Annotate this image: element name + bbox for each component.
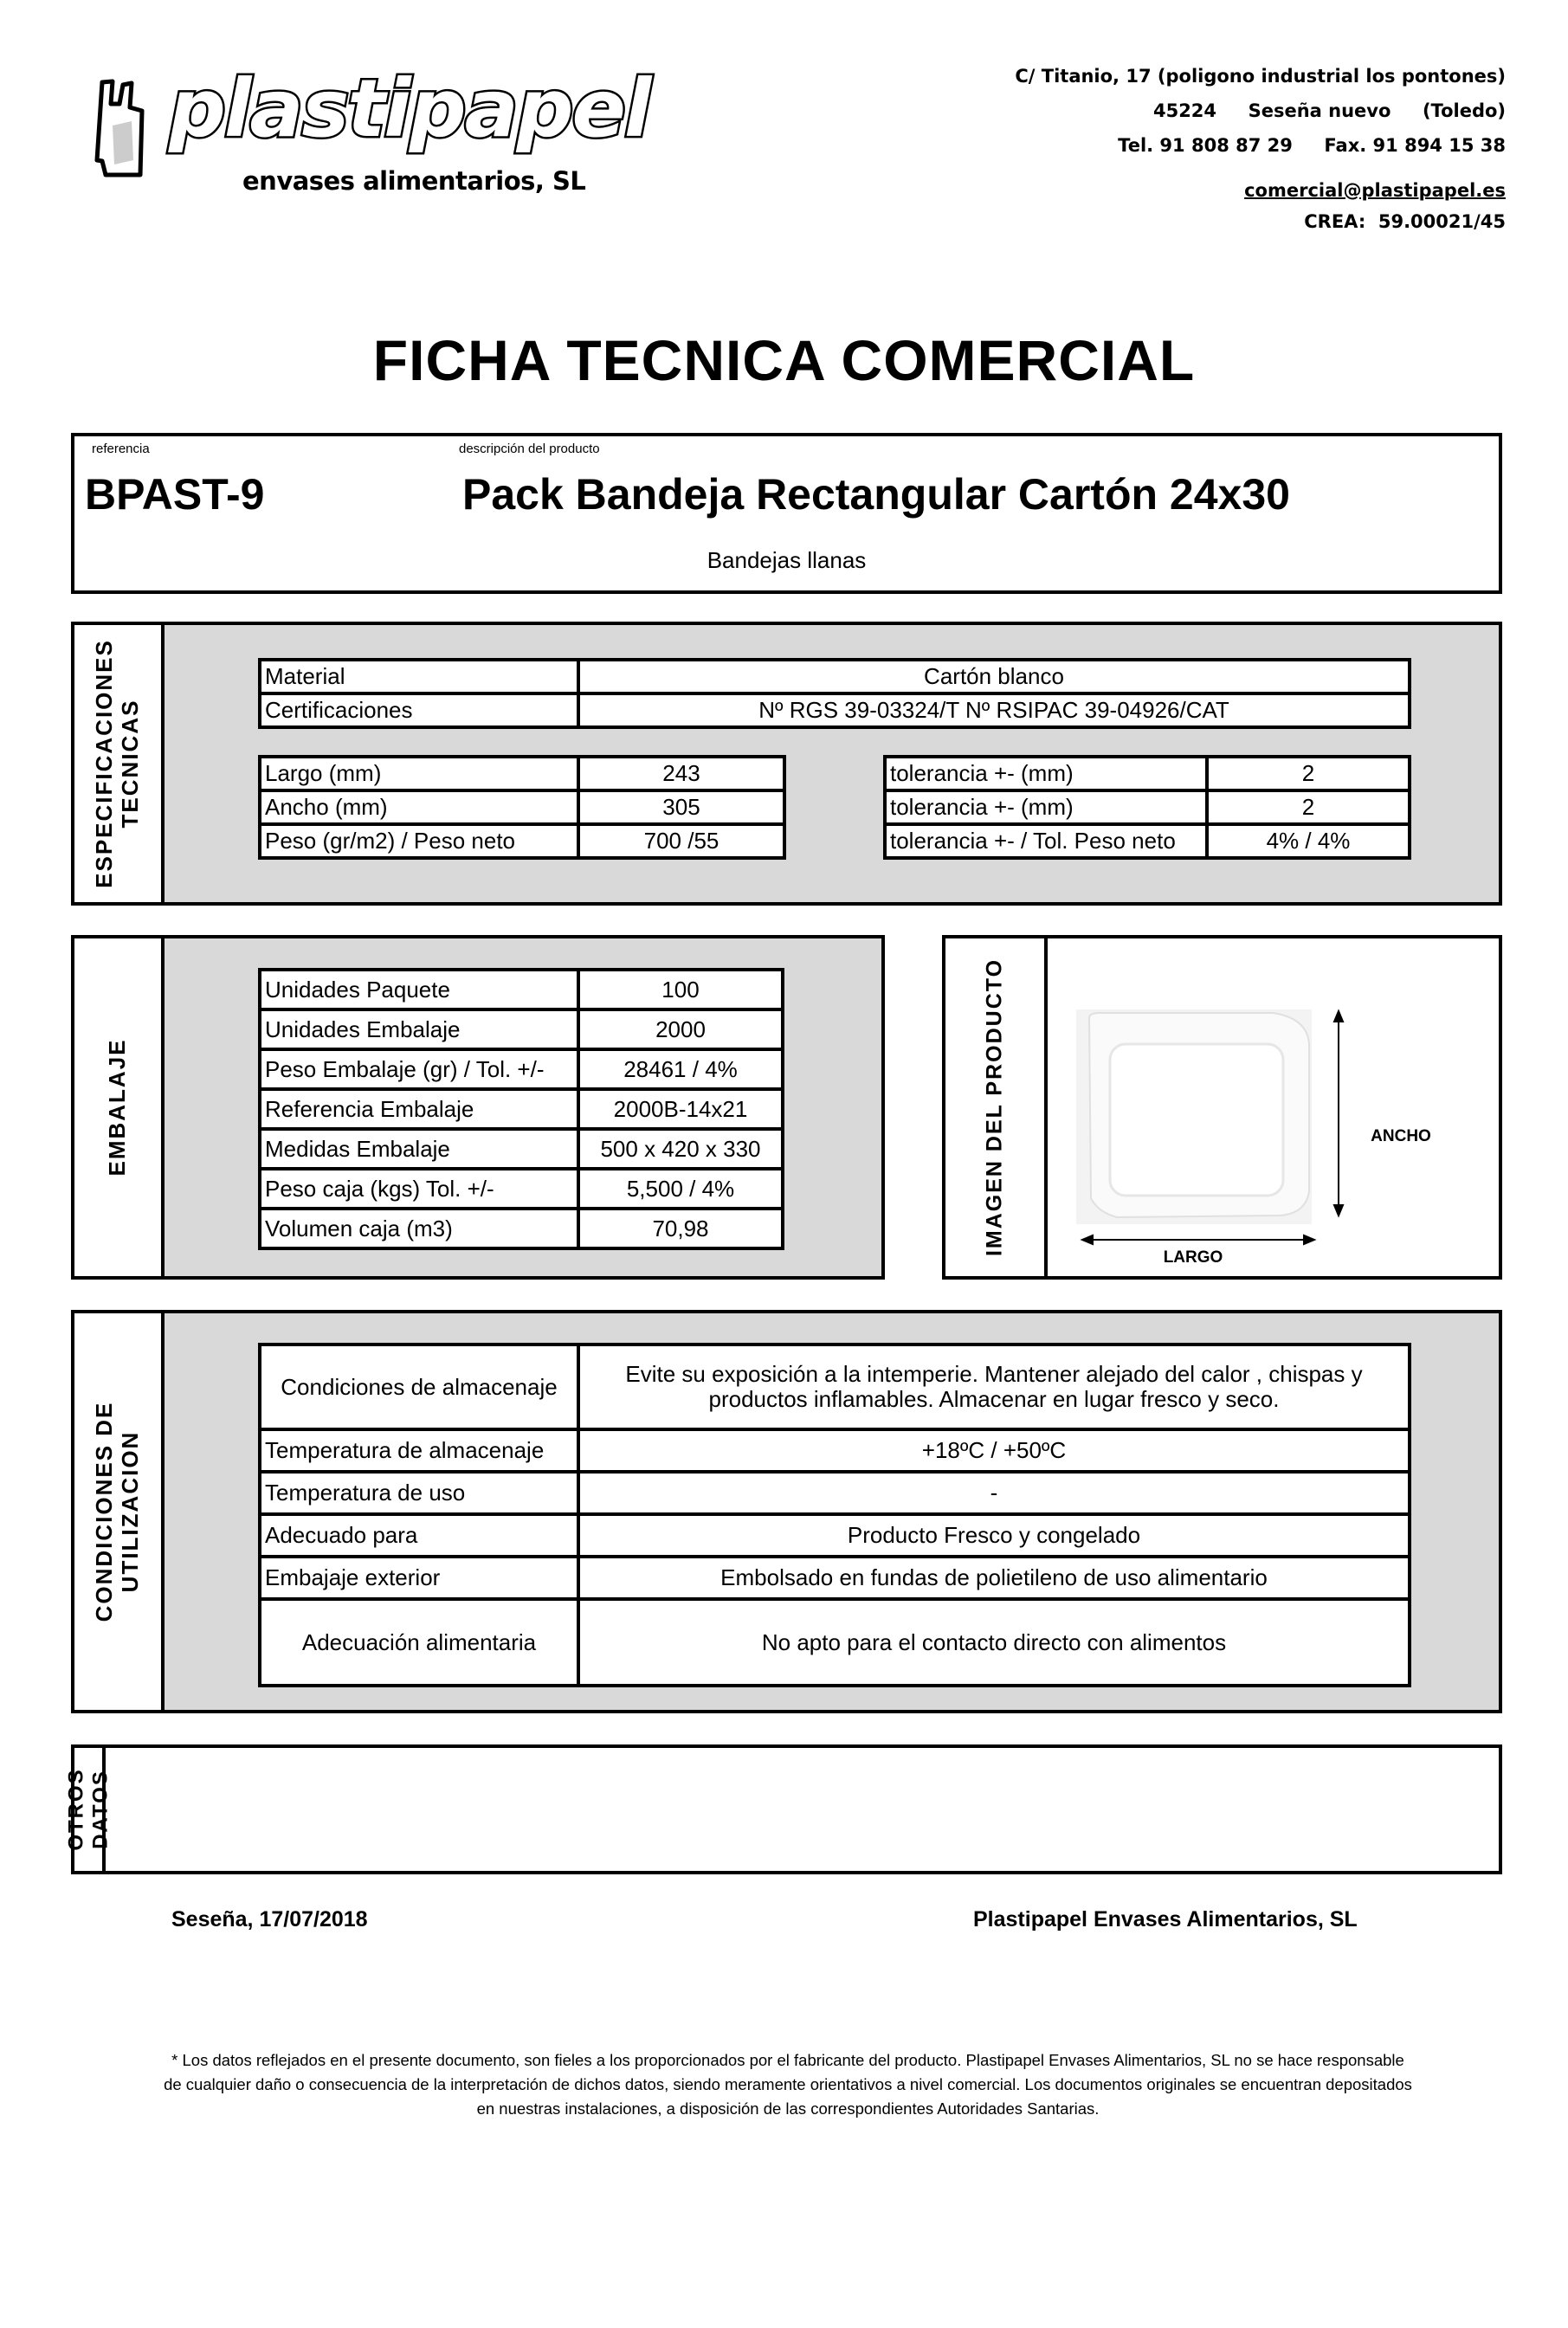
section-label-line: DATOS [88,1770,112,1849]
packaging-table [258,968,784,1250]
conditions-table [258,1343,1411,1687]
width-arrow-icon [1334,1011,1343,1216]
row-label: Temperatura de uso [260,1472,578,1514]
row-value: 2 [1207,790,1410,824]
row-label: tolerancia +- / Tol. Peso neto [885,824,1207,858]
row-label: Temperatura de almacenaje [260,1429,578,1472]
row-value: 305 [578,790,784,824]
table-row [260,757,784,790]
logo-wordmark: plastipapel [169,62,650,155]
row-value: Nº RGS 39-03324/T Nº RSIPAC 39-04926/CAT [578,693,1410,727]
table-row [260,1009,783,1049]
row-value: 2000 [578,1009,783,1049]
table-row [260,1472,1410,1514]
company-logo [87,62,650,216]
section-label [64,1768,112,1850]
row-value: 100 [578,970,783,1009]
row-label: tolerancia +- (mm) [885,790,1207,824]
row-value: 5,500 / 4% [578,1169,783,1209]
row-label: tolerancia +- (mm) [885,757,1207,790]
row-value: 700 /55 [578,824,784,858]
company-signature: Plastipapel Envases Alimentarios, SL [973,1907,1358,1931]
section-label-line: CONDICIONES DE [91,1401,118,1622]
table-row [260,1345,1410,1429]
table-row [260,824,784,858]
other-data-section [64,1744,1502,1874]
row-label: Adecuado para [260,1514,578,1557]
section-label-line: ESPECIFICACIONES [91,639,118,888]
table-row [260,1599,1410,1686]
section-label: EMBALAJE [104,1038,131,1177]
section-label-column [74,938,165,1276]
product-image [1048,938,1499,1276]
material-table [258,658,1411,729]
row-label: Ancho (mm) [260,790,578,824]
crea-number: CREA: 59.00021/45 [1304,211,1506,232]
row-label: Referencia Embalaje [260,1089,578,1129]
row-value [578,1345,1410,1429]
reference-code: BPAST-9 [85,470,265,519]
email-link[interactable]: comercial@plastipapel.es [1244,180,1506,201]
row-value: 2000B-14x21 [578,1089,783,1129]
row-value: Cartón blanco [578,660,1410,693]
row-label: Embajaje exterior [260,1557,578,1599]
row-value: Producto Fresco y congelado [578,1514,1410,1557]
table-row [260,1169,783,1209]
table-row [260,1089,783,1129]
row-value: No apto para el contacto directo con alimentos [578,1599,1410,1686]
row-label: Certificaciones [260,693,578,727]
page-title: FICHA TECNICA COMERCIAL [372,328,1196,392]
row-label: Adecuación alimentaria [260,1599,578,1686]
description-label: descripción del producto [459,442,600,456]
section-label [92,1402,144,1622]
phone-fax: Tel. 91 808 87 29 Fax. 91 894 15 38 [1118,135,1506,156]
row-label: Peso Embalaje (gr) / Tol. +/- [260,1049,578,1089]
length-arrow-icon [1082,1235,1314,1244]
row-value: 4% / 4% [1207,824,1410,858]
section-label [92,639,144,888]
section-label: IMAGEN DEL PRODUCTO [982,958,1007,1257]
row-label: Medidas Embalaje [260,1129,578,1169]
row-value: 243 [578,757,784,790]
table-row [260,790,784,824]
row-label: Condiciones de almacenaje [260,1345,578,1429]
section-label-line: UTILIZACION [117,1430,143,1593]
product-image-section [942,935,1502,1280]
table-row [260,1514,1410,1557]
row-label: Peso (gr/m2) / Peso neto [260,824,578,858]
address: C/ Titanio, 17 (poligono industrial los pontones) [1015,66,1506,87]
row-value: 28461 / 4% [578,1049,783,1089]
row-value-line: Evite su exposición a la intemperie. Mantener alejado del calor , chispas y [625,1361,1363,1388]
row-value: Embolsado en fundas de polietileno de uso alimentario [578,1557,1410,1599]
paper-bag-icon [94,78,171,180]
row-label: Volumen caja (m3) [260,1209,578,1248]
product-description: Pack Bandeja Rectangular Cartón 24x30 [462,470,1290,519]
table-row [260,1209,783,1248]
logo-subtitle: envases alimentarios, SL [242,166,586,196]
row-value: 500 x 420 x 330 [578,1129,783,1169]
row-label: Peso caja (kgs) Tol. +/- [260,1169,578,1209]
table-row [260,1129,783,1169]
table-row [260,1557,1410,1599]
reference-label: referencia [92,442,150,456]
table-row [260,970,783,1009]
section-label-line: TECNICAS [117,699,143,829]
section-label-column [64,1748,112,1871]
tolerance-table [883,755,1411,860]
row-label: Material [260,660,578,693]
packaging-section [71,935,885,1280]
table-row [885,757,1410,790]
product-subtitle: Bandejas llanas [707,547,867,573]
table-row [260,1429,1410,1472]
table-row [885,790,1410,824]
reference-box [71,433,1502,594]
disclaimer-line: de cualquier daño o consecuencia de la interpretación de dichos datos, siendo meramente orientativos a nivel comercial. Los documentos originales se encuentran depositados [164,2075,1412,2093]
section-label-line: OTROS [64,1768,88,1851]
table-row [260,693,1410,727]
table-row [885,824,1410,858]
table-row [260,660,1410,693]
city: 45224 Seseña nuevo (Toledo) [1152,100,1506,121]
place-date: Seseña, 17/07/2018 [171,1907,368,1931]
disclaimer-line: en nuestras instalaciones, a disposición de las correspondientes Autoridades Santarias. [476,2099,1100,2118]
disclaimer [69,2048,1507,2121]
disclaimer-line: * Los datos reflejados en el presente documento, son fieles a los proporcionados por el fabricante del producto. Plastipapel Envases Alimentarios, SL no se hace responsable [171,2051,1404,2069]
row-label: Largo (mm) [260,757,578,790]
section-label-column [74,625,165,902]
contact-block [1015,68,1506,248]
row-value-line: productos inflamables. Almacenar en lugar fresco y seco. [708,1386,1280,1412]
row-label: Unidades Paquete [260,970,578,1009]
width-label: ANCHO [1371,1127,1431,1145]
length-label: LARGO [1163,1248,1223,1267]
section-label-column [74,1313,165,1710]
row-value: +18ºC / +50ºC [578,1429,1410,1472]
section-label-column [945,938,1048,1276]
row-label: Unidades Embalaje [260,1009,578,1049]
table-row [260,1049,783,1089]
usage-conditions-section [71,1310,1502,1713]
row-value: - [578,1472,1410,1514]
technical-specs-section [71,622,1502,906]
dimensions-table [258,755,786,860]
row-value: 70,98 [578,1209,783,1248]
row-value: 2 [1207,757,1410,790]
